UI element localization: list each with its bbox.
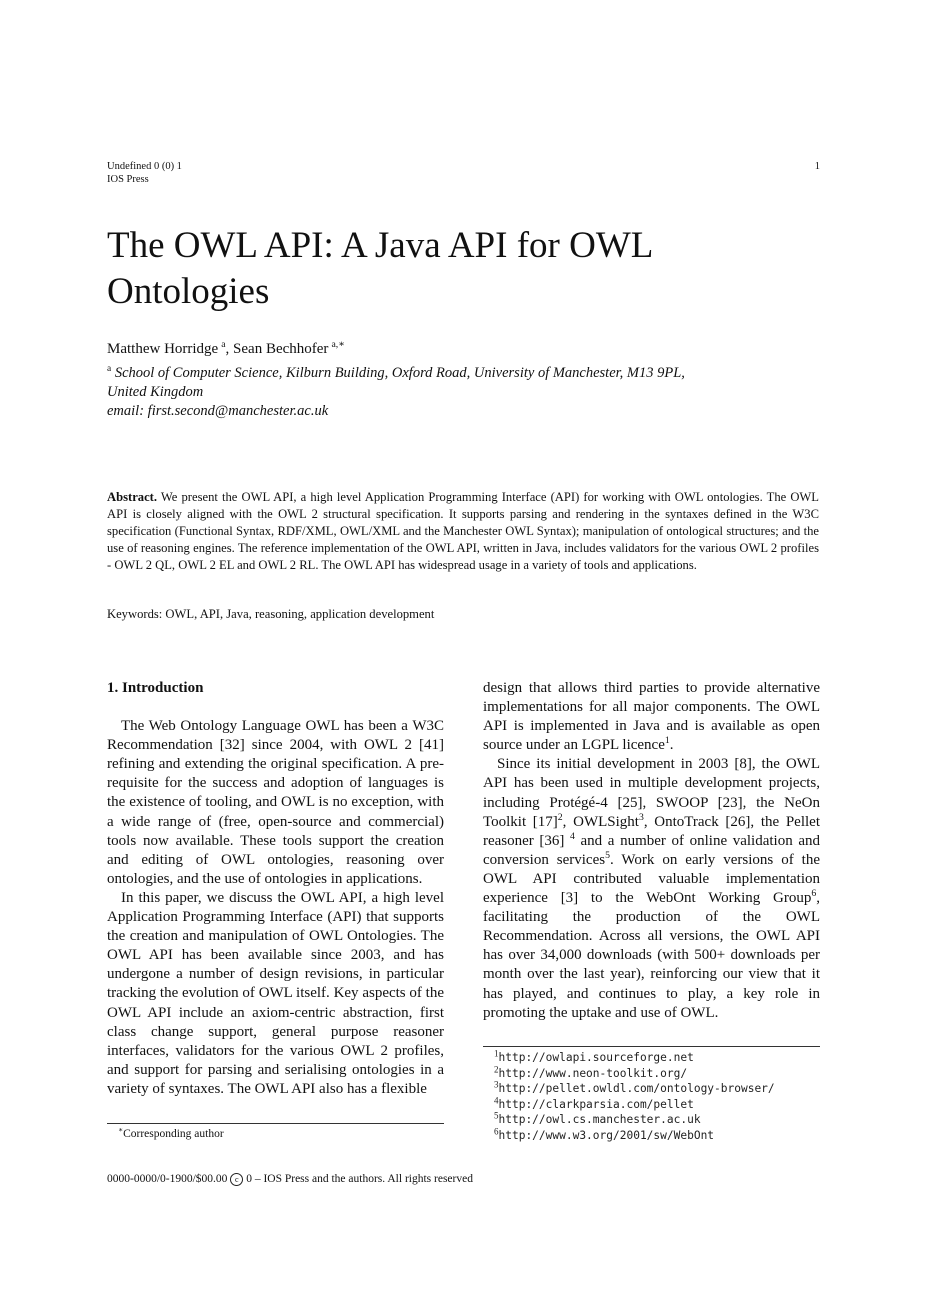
footnotes bbox=[494, 1050, 775, 1144]
author-2: Sean Bechhofer bbox=[233, 341, 329, 357]
title-line-1: The OWL API: A Java API for OWL bbox=[107, 225, 654, 266]
affil-line-2: United Kingdom bbox=[107, 384, 204, 400]
keywords: Keywords: OWL, API, Java, reasoning, application development bbox=[107, 607, 435, 621]
footnote-3[interactable]: $^3$http://pellet.owldl.com/ontology-browser/ bbox=[494, 1079, 775, 1096]
intro-paragraph-1: The Web Ontology Language OWL has been a W3C Recommendation [32] since 2004, with OWL 2 [41] refining and extending the original specification. A pre-requisite for the success and adoption of languages is the existence of tooling, and OWL is no exception, with a wide range of (free, open-source and commercial) tools now available. These tools support the creation and editing of OWL ontologies, reasoning over ontologies, and the use of ontologies in applications. bbox=[107, 718, 444, 887]
affil-email: email: first.second@manchester.ac.uk bbox=[107, 403, 329, 419]
copyright-footer bbox=[107, 1173, 473, 1186]
abstract-label: Abstract. bbox=[107, 490, 158, 504]
paper-title bbox=[107, 223, 807, 315]
abstract bbox=[107, 489, 819, 574]
affil-line-1: School of Computer Science, Kilburn Building, Oxford Road, University of Manchester, M13 9PL, bbox=[114, 365, 685, 381]
right-column bbox=[483, 679, 820, 1023]
section-heading: 1. Introduction bbox=[107, 680, 204, 696]
footnote-1[interactable]: $^1$http://owlapi.sourceforge.net bbox=[494, 1048, 694, 1064]
journal-line: Undefined 0 (0) 1 bbox=[107, 161, 182, 172]
footnote-6[interactable]: $^6$http://www.w3.org/2001/sw/WebOnt bbox=[494, 1126, 715, 1142]
footer-prefix: 0000-0000/0-1900/$00.00 bbox=[107, 1173, 228, 1186]
intro-paragraph-3: design that allows third parties to provide alternative implementations for all major components. The OWL API is implemented in Java and is available as open source under an LGPL licence$^1$. bbox=[483, 680, 820, 754]
journal-header bbox=[107, 160, 182, 186]
corresponding-author-note bbox=[118, 1125, 224, 1140]
left-column bbox=[107, 679, 444, 1099]
author-1: Matthew Horridge bbox=[107, 341, 219, 357]
footnote-rule-right bbox=[483, 1046, 820, 1047]
copyright-icon: c bbox=[230, 1173, 243, 1186]
publisher: IOS Press bbox=[107, 174, 149, 185]
author-1-affil: a bbox=[221, 339, 226, 350]
corresponding-text: Corresponding author bbox=[123, 1128, 224, 1140]
footnote-4[interactable]: $^4$http://clarkparsia.com/pellet bbox=[494, 1095, 694, 1111]
intro-paragraph-2: In this paper, we discuss the OWL API, a high level Application Programming Interface (API) that supports the creation and manipulation of OWL Ontologies. The OWL API has been available since 2003, and has undergone a number of design revisions, in particular tracking the evolution of OWL itself. Key aspects of the OWL API include an axiom-centric abstraction, first class change support, general purpose reasoner interfaces, validators for the various OWL 2 profiles, and support for parsing and serialising ontologies in a variety of syntaxes. The OWL API also has a flexible bbox=[107, 889, 444, 1097]
footnote-rule-left bbox=[107, 1123, 444, 1124]
abstract-text: We present the OWL API, a high level Application Programming Interface (API) for working with OWL ontologies. The OWL API is closely aligned with the OWL 2 structural specification. It supports parsing and rendering in the syntaxes defined in the W3C specification (Functional Syntax, RDF/XML, OWL/XML and the Manchester OWL Syntax); manipulation of ontological structures; and the use of reasoning engines. The reference implementation of the OWL API, written in Java, includes validators for the various OWL 2 profiles - OWL 2 QL, OWL 2 EL and OWL 2 RL. The OWL API has widespread usage in a variety of tools and applications. bbox=[107, 490, 819, 572]
title-line-2: Ontologies bbox=[107, 271, 270, 312]
author-2-affil: a,∗ bbox=[331, 339, 345, 350]
intro-paragraph-4: Since its initial development in 2003 [8], the OWL API has been used in multiple development projects, including Protégé-4 [25], SWOOP [23], the NeOn Toolkit $[17]^2$, OWLSight$^3$, OntoTrack [26], the Pellet reasoner [36] $^4$ and a number of online validation and conversion services$^5$. Work on early versions of the OWL API contributed valuable implementation experience [3] to the WebOnt Working Group$^6$, facilitating the production of the OWL Recommendation. Across all versions, the OWL API has over 34,000 downloads (with 500+ downloads per month over the last year), reinforcing our view that it has played, and continues to play, a key role in promoting the uptake and use of OWL. bbox=[483, 756, 820, 1021]
affil-marker: a bbox=[107, 364, 112, 375]
footnote-2[interactable]: $^2$http://www.neon-toolkit.org/ bbox=[494, 1063, 688, 1080]
author-separator: , bbox=[225, 341, 234, 357]
page-number: 1 bbox=[814, 161, 820, 172]
corresponding-marker: ∗ bbox=[118, 1125, 124, 1135]
footer-suffix: 0 – IOS Press and the authors. All rights reserved bbox=[246, 1173, 473, 1186]
affiliation bbox=[107, 364, 827, 421]
authors bbox=[107, 341, 345, 358]
footnote-5[interactable]: $^5$http://owl.cs.manchester.ac.uk bbox=[494, 1110, 701, 1127]
